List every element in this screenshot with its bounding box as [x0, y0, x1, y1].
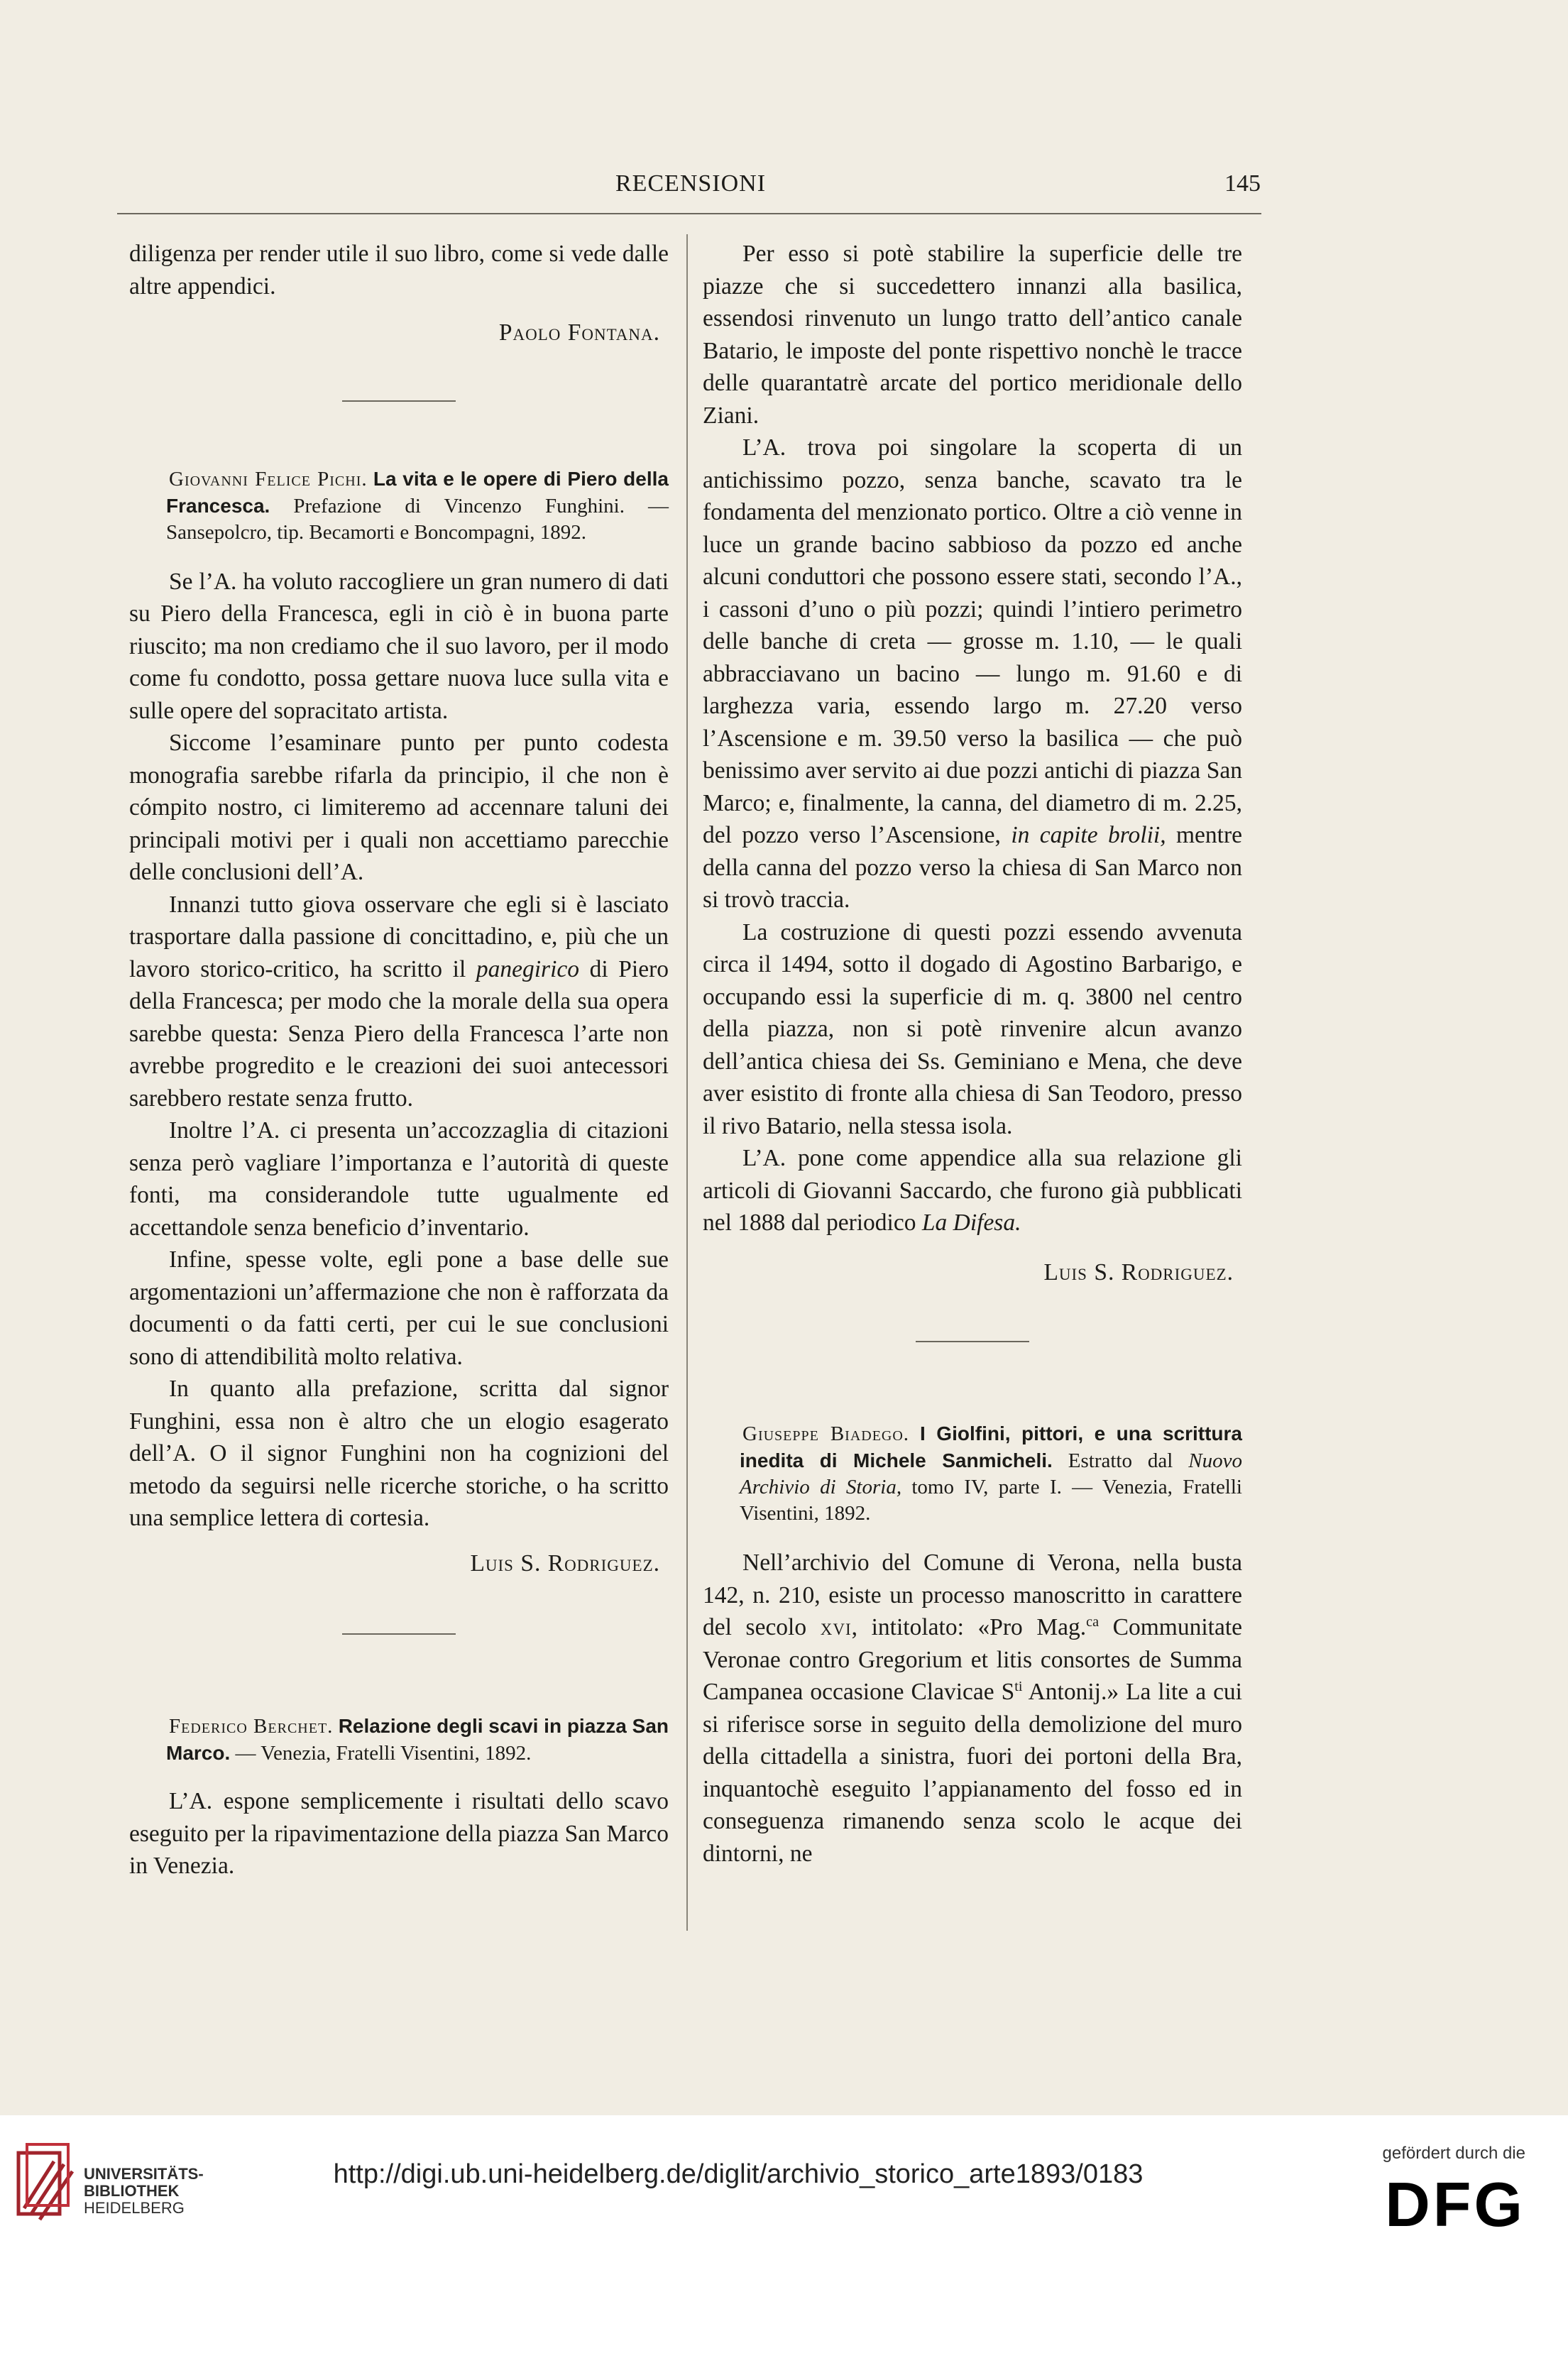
citation-details: Prefazione di Vincenzo Funghini. — Sansepolcro, tip. Becamorti e Boncompagni, 1892. [166, 494, 669, 544]
italic-text: panegirico [476, 955, 580, 982]
library-name-line: UNIVERSITÄTS- [84, 2165, 204, 2183]
paragraph: Per esso si potè stabilire la superficie delle tre piazze che si succedettero innanzi alla basilica, essendosi rinvenuto un lungo tratto dell’antico canale Batario, le imposte del ponte rispettivo nonchè le tracce delle quarantatrè arcate del portico meridionale dello Ziani. [703, 241, 1242, 429]
text-run: L’A. pone come appendice alla sua relazione gli articoli di Giovanni Saccardo, che furono già pubblicati nel 1888 dal periodico [703, 1145, 1242, 1236]
header-rule [117, 213, 1261, 214]
review-citation [129, 466, 669, 546]
signature: Luis S. Rodriguez. [470, 1550, 660, 1577]
citation-author: Giuseppe Biadego. [742, 1422, 910, 1445]
text-run: Communitate Veronae contro Gregorium et litis consortes de Summa Campanea occasione Clavicae S [703, 1614, 1242, 1705]
small-caps-text: xvi [820, 1614, 852, 1640]
text-run: Nell’archivio del Comune di Verona, nella busta 142, n. 210, esiste un processo manoscritto in carattere del secolo [703, 1550, 1242, 1640]
signature: Luis S. Rodriguez. [1043, 1259, 1234, 1285]
paragraph: Inoltre l’A. ci presenta un’accozzaglia di citazioni senza però vagliare l’importanza e l’autorità di queste fonti, ma considerandole tutte ugualmente ed accettandole senza beneficio d’inventario. [129, 1117, 669, 1241]
italic-text: in capite brolii, [1011, 822, 1166, 848]
citation-details: Estratto dal [1068, 1449, 1173, 1472]
dfg-logo[interactable]: DFG [1385, 2169, 1525, 2239]
paragraph [703, 1547, 1242, 1870]
signature: Paolo Fontana. [498, 319, 660, 346]
superscript: ti [1014, 1678, 1023, 1694]
paragraph: Se l’A. ha voluto raccogliere un gran numero di dati su Piero della Francesca, egli in ciò è in buona parte riuscito; ma non crediamo che il suo lavoro, per il modo come fu condotto, possa gettare nuova luce sulla vita e sulle opere del sopracitato artista. [129, 568, 669, 724]
text-run: mentre della canna del pozzo verso la chiesa di San Marco non si trovò traccia. [703, 822, 1242, 913]
citation-author: Federico Berchet. [169, 1715, 334, 1738]
paragraph [703, 432, 1242, 916]
library-name-line: HEIDELBERG [84, 2199, 185, 2217]
citation-author: Giovanni Felice Pichi. [169, 467, 368, 490]
superscript: ca [1086, 1613, 1100, 1630]
citation-title: Relazione degli scavi in piazza San Marco. [166, 1715, 669, 1764]
page-number: 145 [1224, 170, 1261, 197]
paragraph [129, 889, 669, 1115]
citation-details: tomo IV, parte I. — Venezia, Fratelli Visentini, 1892. [740, 1476, 1242, 1525]
permalink-url[interactable]: http://digi.ub.uni-heidelberg.de/diglit/archivio_storico_arte1893/0183 [333, 2159, 1144, 2189]
running-title: RECENSIONI [615, 170, 767, 197]
text-run: di Piero della Francesca; per modo che la morale della sua opera sarebbe questa: Senza Piero della Francesca l’arte non avrebbe progredito e le creazioni dei suoi antecessori sarebbero restate senza frutto. [129, 955, 669, 1112]
text-run: Antonij.» La lite a cui si riferisce sorse in seguito della demolizione del muro della cittadella a sinistra, fuori dei portoni della Bra, inquantochè eseguito l’appianamento del fosso ed in conseguenza rimanendo senza scolo le acque dei dintorni, ne [703, 1679, 1242, 1867]
review-citation [129, 1713, 669, 1767]
citation-title: La vita e le opere di Piero della Francesca. [166, 467, 669, 517]
citation-details: — Venezia, Fratelli Visentini, 1892. [235, 1742, 532, 1765]
paragraph: Infine, spesse volte, egli pone a base delle sue argomentazioni un’affermazione che non è rafforzata da documenti o da fatti certi, per cui le sue conclusioni sono di attendibilità molto relativa. [129, 1246, 669, 1370]
paragraph: In quanto alla prefazione, scritta dal signor Funghini, essa non è altro che un elogio esagerato dell’A. O il signor Funghini non ha cognizioni del metodo da seguirsi nelle ricerche storiche, o ha scritto una semplice lettera di cortesia. [129, 1376, 669, 1531]
italic-text: La Difesa. [921, 1210, 1021, 1236]
column-rule [686, 234, 688, 1931]
library-logo-icon [14, 2140, 78, 2232]
library-name [84, 2166, 204, 2217]
text-run: L’A. trova poi singolare la scoperta di un antichissimo pozzo, senza banche, scavato tra le fondamenta del menzionato portico. Oltre a ciò venne in luce un grande bacino sabbioso da pozzo ed anche alcuni conduttori che possono essere stati, secondo l’A., i cassoni d’uno o più pozzi; quindi l’intiero perimetro delle banche di creta — grosse m. 1.10, — le quali abbracciavano un bacino — lungo m. 91.60 e di larghezza varia, essendo largo m. 27.20 verso l’Ascensione e m. 39.50 verso la basilica — che può benissimo aver servito ai due pozzi antichi di piazza San Marco; e, finalmente, la canna, del diametro di m. 2.25, del pozzo verso l’Ascensione, [703, 434, 1242, 848]
paragraph: diligenza per render utile il suo libro, come si vede dalle altre appendici. [129, 241, 669, 300]
left-column [129, 238, 669, 1882]
review-citation [703, 1420, 1242, 1527]
right-column [703, 238, 1242, 1870]
paragraph: La costruzione di questi pozzi essendo avvenuta circa il 1494, sotto il dogado di Agostino Barbarigo, e occupando essi la superficie di m. q. 3800 nel centro della piazza, non si potè rinvenire alcun avanzo dell’antica chiesa dei Ss. Geminiano e Mena, che deve aver esistito di fronte alla chiesa di San Teodoro, presso il rivo Batario, nella stessa isola. [703, 919, 1242, 1139]
funding-label: gefördert durch die [1382, 2144, 1525, 2163]
text-run: Innanzi tutto giova osservare che egli si è lasciato trasportare dalla passione di concittadino, e, più che un lavoro storico-critico, ha scritto il [129, 891, 669, 982]
paragraph: Siccome l’esaminare punto per punto codesta monografia sarebbe rifarla da principio, il che non è cómpito nostro, ci limiteremo ad accennare taluni dei principali motivi per i quali non accettiamo parecchie delle conclusioni dell’A. [129, 730, 669, 885]
text-run: , intitolato: «Pro Mag. [851, 1614, 1087, 1640]
italic-text: Nuovo Archivio di Storia, [740, 1449, 1242, 1498]
running-header [121, 170, 1261, 206]
paragraph: L’A. espone semplicemente i risultati dello scavo eseguito per la ripavimentazione della piazza San Marco in Venezia. [129, 1788, 669, 1879]
digitization-footer [0, 2115, 1568, 2363]
ub-heidelberg-logo[interactable] [14, 2140, 220, 2239]
paragraph [703, 1142, 1242, 1239]
citation-title: I Giolfini, pittori, e una scrittura inedita di Michele Sanmicheli. [740, 1422, 1242, 1471]
library-name-line: BIBLIOTHEK [84, 2182, 180, 2200]
